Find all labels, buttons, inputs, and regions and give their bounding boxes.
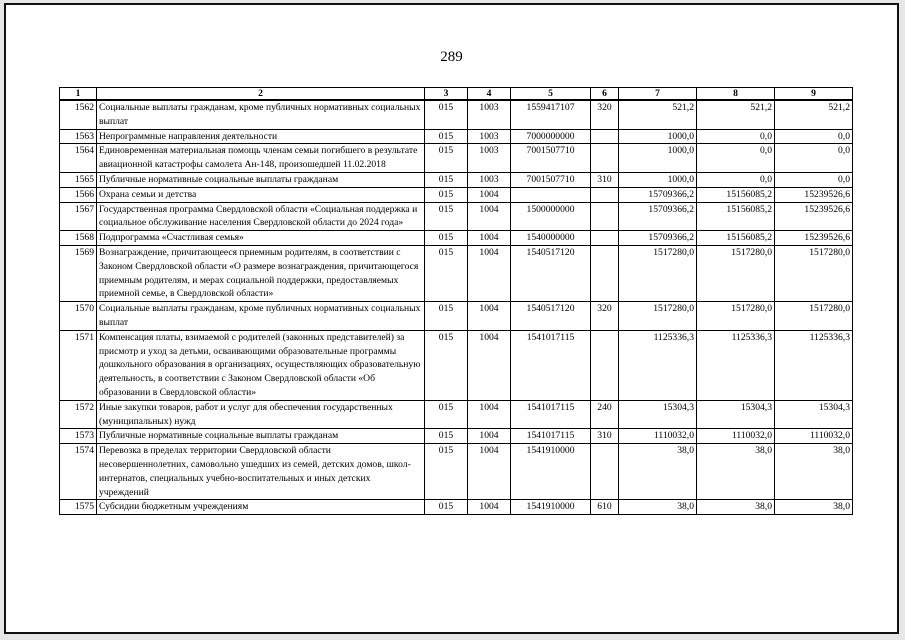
expense-type-code — [591, 231, 619, 246]
amount-col-7: 1000,0 — [619, 144, 697, 173]
row-number: 1575 — [60, 500, 97, 515]
target-article-code: 1500000000 — [511, 202, 591, 231]
amount-col-7: 1517280,0 — [619, 302, 697, 331]
row-name: Социальные выплаты гражданам, кроме публичных нормативных социальных выплат — [97, 302, 425, 331]
amount-col-8: 15304,3 — [697, 400, 775, 429]
section-code: 1003 — [468, 100, 511, 129]
ministry-code: 015 — [425, 129, 468, 144]
section-code: 1004 — [468, 330, 511, 400]
row-number: 1567 — [60, 202, 97, 231]
ministry-code: 015 — [425, 429, 468, 444]
section-code: 1004 — [468, 245, 511, 301]
amount-col-7: 15709366,2 — [619, 187, 697, 202]
section-code: 1003 — [468, 129, 511, 144]
row-number: 1573 — [60, 429, 97, 444]
expense-type-code: 240 — [591, 400, 619, 429]
target-article-code: 7001507710 — [511, 172, 591, 187]
row-name: Иные закупки товаров, работ и услуг для обеспечения государственных (муниципальных) нужд — [97, 400, 425, 429]
document-page — [4, 3, 899, 634]
amount-col-9: 38,0 — [775, 500, 853, 515]
amount-col-8: 38,0 — [697, 500, 775, 515]
amount-col-7: 1000,0 — [619, 129, 697, 144]
row-name: Социальные выплаты гражданам, кроме публичных нормативных социальных выплат — [97, 100, 425, 129]
row-number: 1565 — [60, 172, 97, 187]
ministry-code: 015 — [425, 100, 468, 129]
row-name: Охрана семьи и детства — [97, 187, 425, 202]
table-header-row — [60, 88, 853, 101]
amount-col-9: 0,0 — [775, 172, 853, 187]
expense-type-code — [591, 129, 619, 144]
amount-col-8: 0,0 — [697, 172, 775, 187]
table-row — [60, 129, 853, 144]
expense-type-code — [591, 187, 619, 202]
table-row — [60, 187, 853, 202]
column-header: 4 — [468, 88, 511, 101]
ministry-code: 015 — [425, 144, 468, 173]
table-row — [60, 429, 853, 444]
column-header: 1 — [60, 88, 97, 101]
ministry-code: 015 — [425, 231, 468, 246]
row-number: 1566 — [60, 187, 97, 202]
section-code: 1004 — [468, 202, 511, 231]
target-article-code: 7001507710 — [511, 144, 591, 173]
expense-type-code — [591, 144, 619, 173]
section-code: 1004 — [468, 231, 511, 246]
row-number: 1568 — [60, 231, 97, 246]
amount-col-8: 15156085,2 — [697, 202, 775, 231]
section-code: 1004 — [468, 187, 511, 202]
expense-type-code — [591, 444, 619, 500]
table-row — [60, 100, 853, 129]
expense-type-code — [591, 330, 619, 400]
amount-col-9: 521,2 — [775, 100, 853, 129]
ministry-code: 015 — [425, 302, 468, 331]
amount-col-9: 15304,3 — [775, 400, 853, 429]
row-number: 1574 — [60, 444, 97, 500]
table-row — [60, 330, 853, 400]
row-number: 1572 — [60, 400, 97, 429]
row-number: 1562 — [60, 100, 97, 129]
ministry-code: 015 — [425, 330, 468, 400]
target-article-code: 1559417107 — [511, 100, 591, 129]
table-row — [60, 302, 853, 331]
target-article-code: 1541017115 — [511, 330, 591, 400]
row-number: 1564 — [60, 144, 97, 173]
amount-col-7: 15709366,2 — [619, 231, 697, 246]
expense-type-code — [591, 202, 619, 231]
column-header: 9 — [775, 88, 853, 101]
ministry-code: 015 — [425, 444, 468, 500]
section-code: 1004 — [468, 400, 511, 429]
target-article-code: 1540517120 — [511, 302, 591, 331]
amount-col-8: 1517280,0 — [697, 245, 775, 301]
amount-col-9: 1110032,0 — [775, 429, 853, 444]
amount-col-8: 1110032,0 — [697, 429, 775, 444]
column-header: 3 — [425, 88, 468, 101]
row-number: 1570 — [60, 302, 97, 331]
amount-col-9: 15239526,6 — [775, 187, 853, 202]
amount-col-8: 521,2 — [697, 100, 775, 129]
row-name: Единовременная материальная помощь членам семьи погибшего в результате авиационной катастрофы самолета Ан-148, произошедшей 11.02.2018 — [97, 144, 425, 173]
amount-col-8: 38,0 — [697, 444, 775, 500]
row-name: Перевозка в пределах территории Свердловской области несовершеннолетних, самовольно ушедших из семей, детских домов, школ-интернатов, специальных учебно-воспитательных и иных детских учреждений — [97, 444, 425, 500]
amount-col-9: 1517280,0 — [775, 245, 853, 301]
budget-table — [59, 87, 853, 515]
column-header: 2 — [97, 88, 425, 101]
amount-col-7: 1110032,0 — [619, 429, 697, 444]
amount-col-9: 1517280,0 — [775, 302, 853, 331]
amount-col-9: 0,0 — [775, 144, 853, 173]
section-code: 1004 — [468, 302, 511, 331]
ministry-code: 015 — [425, 400, 468, 429]
section-code: 1003 — [468, 172, 511, 187]
row-name: Подпрограмма «Счастливая семья» — [97, 231, 425, 246]
amount-col-9: 0,0 — [775, 129, 853, 144]
row-number: 1563 — [60, 129, 97, 144]
column-header: 8 — [697, 88, 775, 101]
row-name: Компенсация платы, взимаемой с родителей (законных представителей) за присмотр и уход за детьми, осваивающими образовательные программы дошкольного образования в организациях, осуществляющих образовательную деятельность, в соответствии с Законом Свердловской области «Об образовании в Свердловской области» — [97, 330, 425, 400]
amount-col-8: 1517280,0 — [697, 302, 775, 331]
amount-col-7: 1125336,3 — [619, 330, 697, 400]
column-header: 7 — [619, 88, 697, 101]
row-name: Публичные нормативные социальные выплаты гражданам — [97, 172, 425, 187]
row-number: 1569 — [60, 245, 97, 301]
target-article-code: 1540517120 — [511, 245, 591, 301]
ministry-code: 015 — [425, 202, 468, 231]
amount-col-7: 38,0 — [619, 444, 697, 500]
amount-col-9: 15239526,6 — [775, 231, 853, 246]
amount-col-7: 1517280,0 — [619, 245, 697, 301]
amount-col-8: 0,0 — [697, 129, 775, 144]
amount-col-8: 15156085,2 — [697, 187, 775, 202]
table-row — [60, 444, 853, 500]
expense-type-code: 320 — [591, 100, 619, 129]
amount-col-7: 15709366,2 — [619, 202, 697, 231]
target-article-code: 1541910000 — [511, 500, 591, 515]
amount-col-7: 38,0 — [619, 500, 697, 515]
ministry-code: 015 — [425, 172, 468, 187]
expense-type-code: 610 — [591, 500, 619, 515]
amount-col-7: 15304,3 — [619, 400, 697, 429]
target-article-code: 1541017115 — [511, 400, 591, 429]
row-name: Вознаграждение, причитающееся приемным родителям, в соответствии с Законом Свердловской области «О размере вознаграждения, причитающегося приемным родителям, и мерах социальной поддержки, предоставляемых приемной семье, в Свердловской области» — [97, 245, 425, 301]
ministry-code: 015 — [425, 500, 468, 515]
amount-col-7: 521,2 — [619, 100, 697, 129]
table-row — [60, 231, 853, 246]
table-row — [60, 172, 853, 187]
target-article-code: 7000000000 — [511, 129, 591, 144]
table-row — [60, 400, 853, 429]
amount-col-9: 1125336,3 — [775, 330, 853, 400]
amount-col-7: 1000,0 — [619, 172, 697, 187]
row-name: Субсидии бюджетным учреждениям — [97, 500, 425, 515]
table-row — [60, 500, 853, 515]
amount-col-8: 1125336,3 — [697, 330, 775, 400]
target-article-code — [511, 187, 591, 202]
amount-col-9: 38,0 — [775, 444, 853, 500]
amount-col-8: 15156085,2 — [697, 231, 775, 246]
expense-type-code: 320 — [591, 302, 619, 331]
table-row — [60, 245, 853, 301]
ministry-code: 015 — [425, 245, 468, 301]
amount-col-8: 0,0 — [697, 144, 775, 173]
section-code: 1003 — [468, 144, 511, 173]
expense-type-code: 310 — [591, 172, 619, 187]
row-name: Публичные нормативные социальные выплаты гражданам — [97, 429, 425, 444]
target-article-code: 1541910000 — [511, 444, 591, 500]
expense-type-code — [591, 245, 619, 301]
column-header: 6 — [591, 88, 619, 101]
target-article-code: 1541017115 — [511, 429, 591, 444]
section-code: 1004 — [468, 500, 511, 515]
amount-col-9: 15239526,6 — [775, 202, 853, 231]
ministry-code: 015 — [425, 187, 468, 202]
column-header: 5 — [511, 88, 591, 101]
row-number: 1571 — [60, 330, 97, 400]
page-number: 289 — [440, 49, 463, 65]
expense-type-code: 310 — [591, 429, 619, 444]
target-article-code: 1540000000 — [511, 231, 591, 246]
table-row — [60, 144, 853, 173]
row-name: Непрограммные направления деятельности — [97, 129, 425, 144]
row-name: Государственная программа Свердловской области «Социальная поддержка и социальное обслуживание населения Свердловской области до 2024 года» — [97, 202, 425, 231]
section-code: 1004 — [468, 444, 511, 500]
table-row — [60, 202, 853, 231]
section-code: 1004 — [468, 429, 511, 444]
